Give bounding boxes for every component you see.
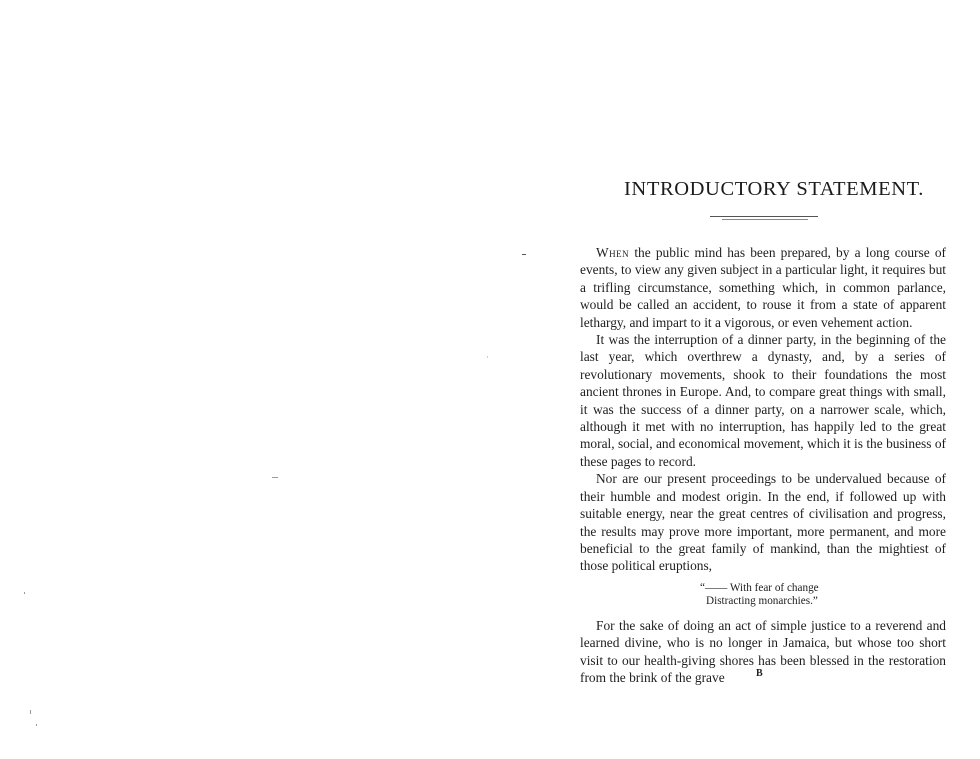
title-rule [710, 216, 818, 217]
verse-quote [580, 582, 946, 609]
drop-word: When [596, 245, 630, 260]
paragraph-4: For the sake of doing an act of simple justice to a reverend and learned divine, who is no longer in Jamaica, but whose too short visit to our health-giving shores has been blessed in the restoration from the brink of the grave [580, 617, 946, 685]
body-text [580, 244, 946, 686]
signature-mark: B [756, 668, 763, 679]
scan-speck [522, 254, 526, 255]
scan-speck [272, 477, 278, 478]
scan-speck [36, 724, 37, 726]
paragraph-2: It was the interruption of a dinner party, in the beginning of the last year, which overthrew a dynasty, and, by a series of revolutionary movements, shook to their foundations the most ancient thrones in Europe. And, to compare great things with small, it was the success of a dinner party, on a narrower scale, which, although it met with no interruption, has happily led to the great moral, social, and economical movement, which it is the business of these pages to record. [580, 332, 946, 469]
page-title: INTRODUCTORY STATEMENT. [624, 178, 924, 200]
quote-line-1: “—— With fear of change [700, 581, 819, 594]
scan-speck [30, 710, 31, 714]
scan-speck [487, 356, 488, 358]
scan-speck [24, 592, 25, 594]
paragraph-1 [580, 244, 946, 331]
quote-line-2: Distracting monarchies.” [706, 595, 818, 608]
paragraph-3: Nor are our present proceedings to be undervalued because of their humble and modest origin. In the end, if followed up with suitable energy, near the great centres of civilisation and progress, the results may prove more important, more permanent, and more beneficial to the great family of mankind, than the mightiest of those political eruptions, [580, 471, 946, 574]
title-rule-short [722, 219, 808, 220]
paragraph-1-text: the public mind has been prepared, by a long course of events, to view any given subject in a particular light, it requires but a trifling circumstance, something which, in common parlance, would be called an accident, to rouse it from a state of apparent lethargy, and impart to it a vigorous, or even vehement action. [580, 245, 946, 330]
